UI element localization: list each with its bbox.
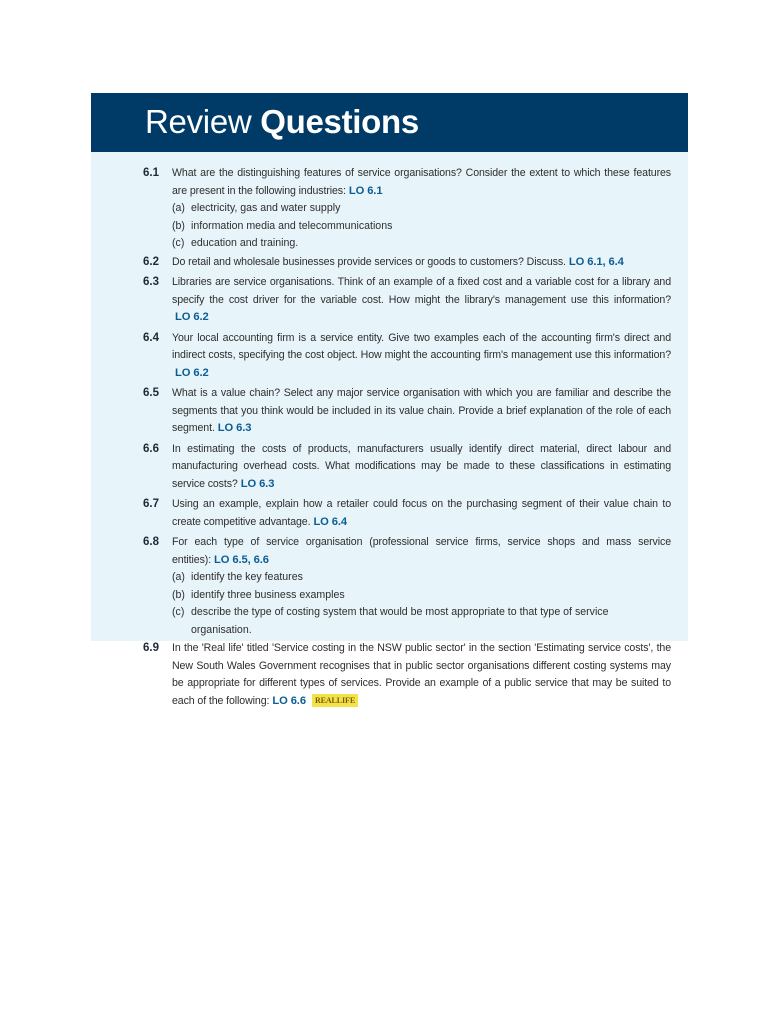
review-questions-panel	[91, 93, 688, 707]
question-text	[172, 534, 671, 569]
question-number: 6.9	[143, 642, 159, 654]
question-6-4	[143, 330, 671, 383]
question-6-8	[143, 534, 671, 639]
learning-objective-link: LO 6.5, 6.6	[214, 553, 269, 566]
learning-objective-link: LO 6.2	[175, 311, 209, 323]
question-text	[172, 254, 671, 272]
sub-label: (a)	[172, 202, 185, 214]
question-number: 6.5	[143, 387, 159, 399]
question-number: 6.1	[143, 167, 159, 179]
question-body: Your local accounting firm is a service entity. Give two examples each of the accounting firm's direct and indirect costs, specifying the cost object. How might the accounting firm's management use this information?	[172, 331, 671, 361]
question-body: What is a value chain? Select any major service organisation with which you are familiar and describe the segments that you think would be included in its value chain. Provide a brief explanation of the role of each segment.	[172, 387, 671, 434]
question-6-7	[143, 496, 671, 531]
question-6-6	[143, 441, 671, 494]
sub-text: information media and telecommunications	[191, 219, 393, 232]
sub-label: (b)	[172, 219, 185, 232]
question-6-9	[143, 640, 671, 710]
sub-label: (b)	[172, 588, 185, 601]
learning-objective-link: LO 6.1, 6.4	[568, 255, 624, 268]
question-6-5	[143, 385, 671, 438]
learning-objective-link: LO 6.3	[240, 477, 275, 490]
question-body: In estimating the costs of products, manufacturers usually identify direct material, direct labour and manufacturing overhead costs. What modifications may be made to these classifications in estimating service costs?	[172, 442, 671, 490]
question-body: Using an example, explain how a retailer could focus on the purchasing segment of their value chain to create competitive advantage.	[172, 498, 671, 528]
question-text	[172, 640, 671, 710]
learning-objective-link: LO 6.2	[175, 366, 209, 379]
question-6-1	[143, 165, 671, 253]
learning-objective-link: LO 6.6	[272, 694, 306, 707]
question-body: Do retail and wholesale businesses provide services or goods to customers? Discuss.	[172, 255, 566, 268]
learning-objective-link: LO 6.4	[313, 515, 348, 528]
question-6-3	[143, 274, 671, 327]
question-text	[172, 330, 671, 383]
question-body: For each type of service organisation (professional service firms, service shops and mass service entities):	[172, 536, 671, 566]
sub-text: describe the type of costing system that would be most appropriate to that type of service organisation.	[191, 606, 609, 636]
learning-objective-link: LO 6.3	[217, 422, 252, 434]
question-body: Libraries are service organisations. Think of an example of a fixed cost and a variable cost for a library and specify the cost driver for the variable cost. How might the library's management use this information?	[172, 276, 671, 306]
question-text	[172, 165, 671, 200]
title-light: Review	[145, 103, 252, 140]
question-number: 6.2	[143, 255, 159, 268]
sub-label: (a)	[172, 571, 185, 583]
section-header	[91, 93, 688, 152]
reallife-badge: REALLIFE	[312, 694, 358, 707]
question-text	[172, 441, 671, 494]
title-bold: Questions	[260, 103, 419, 140]
question-text	[172, 274, 671, 327]
question-text	[172, 385, 671, 438]
questions-list	[143, 165, 671, 713]
sub-label: (c)	[172, 237, 185, 249]
sub-text: identify the key features	[191, 571, 303, 583]
sub-text: education and training.	[191, 237, 299, 249]
question-number: 6.7	[143, 498, 159, 510]
question-6-2	[143, 254, 671, 272]
question-number: 6.6	[143, 442, 159, 455]
section-title	[145, 103, 419, 141]
question-body: In the 'Real life' titled 'Service costing in the NSW public sector' in the section 'Estimating service costs', the New South Wales Government recognises that in public sector organisations different costing systems may be appropriate for different types of services. Provide an example of a public service that may be suited to each of the following:	[172, 642, 671, 707]
question-text	[172, 496, 671, 531]
question-number: 6.4	[143, 331, 159, 344]
question-number: 6.3	[143, 276, 159, 288]
learning-objective-link: LO 6.1	[348, 184, 383, 197]
question-number: 6.8	[143, 536, 159, 548]
question-body: What are the distinguishing features of service organisations? Consider the extent to which these features are present in the following industries:	[172, 167, 671, 197]
sub-text: identify three business examples	[191, 588, 345, 601]
sub-label: (c)	[172, 606, 185, 618]
sub-text: electricity, gas and water supply	[191, 202, 341, 214]
